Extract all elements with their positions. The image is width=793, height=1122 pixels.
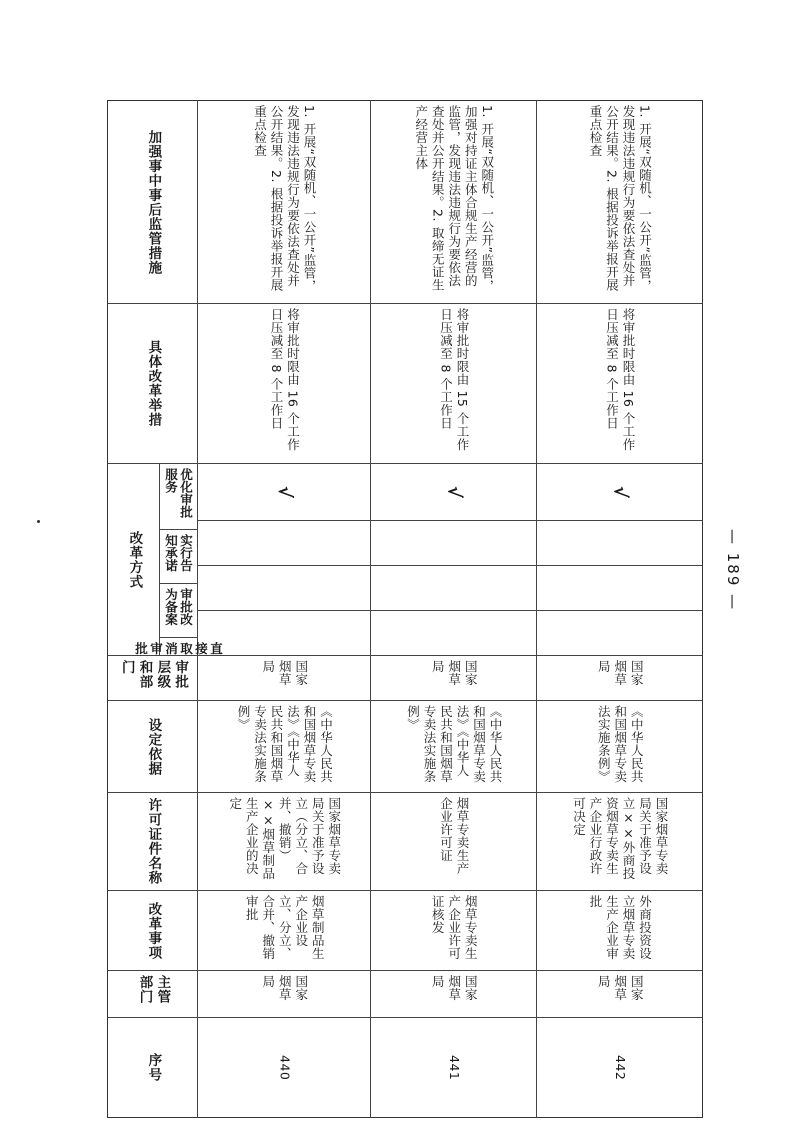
row-440-serial: 440 (198, 1018, 371, 1118)
header-license-name: 许可证件名称 (107, 793, 198, 891)
row-441-filing (371, 566, 537, 611)
row-440-item: 烟草制品生产企业设立、分立、合并、撤销审批 (198, 891, 371, 971)
header-item: 改革事项 (107, 891, 198, 971)
header-basis: 设定依据 (107, 701, 198, 793)
row-441-license-name: 烟草专卖生产企业许可证 (371, 793, 537, 891)
row-442-item: 外商投资设立烟草专卖生产企业审批 (537, 891, 703, 971)
row-441-department: 国家烟草局 (371, 971, 537, 1018)
row-442-department: 国家烟草局 (537, 971, 703, 1018)
row-440-cancel (198, 611, 371, 656)
row-441-optimize-check: √ (371, 464, 537, 521)
header-mode-commitment: 实行告知承诺 (160, 530, 197, 584)
header-serial: 序号 (107, 1018, 198, 1118)
row-442-commitment (537, 521, 703, 566)
row-440-filing (198, 566, 371, 611)
row-440-approval-level: 国家烟草局 (198, 656, 371, 701)
row-442-approval-level: 国家烟草局 (537, 656, 703, 701)
row-441-serial: 441 (371, 1018, 537, 1118)
row-440-basis: 《中华人民共和国烟草专卖法》《中华人民共和国烟草专卖法实施条例》 (198, 701, 371, 793)
header-supervision: 加强事中事后监管措施 (107, 100, 198, 304)
row-441-supervision: 1. 开展“双随机、一公开”监管，加强对持证主体合规生产经营的监管，发现违法违规行为要依法查处并公开结果。2. 取缔无证生产经营主体 (371, 100, 537, 304)
header-mode-cancel: 直接取消审批 (133, 642, 224, 655)
header-reform-mode-group (107, 464, 224, 656)
row-442-cancel (537, 611, 703, 656)
row-440-license-name: 国家烟草专卖局关于准予设立（分立、合并、撤销）××烟草制品生产企业的决定 (198, 793, 371, 891)
row-441-commitment (371, 521, 537, 566)
row-441-approval-level: 国家烟草局 (371, 656, 537, 701)
row-442-serial: 442 (537, 1018, 703, 1118)
row-441-item: 烟草专卖生产企业许可证核发 (371, 891, 537, 971)
row-440-optimize-check: √ (198, 464, 371, 521)
header-mode-filing: 审批改为备案 (160, 584, 197, 638)
row-441-measures: 将审批时限由 15 个工作日压减至 8 个工作日 (371, 304, 537, 464)
header-reform-mode: 改革方式 (108, 464, 160, 655)
row-442-optimize-check: √ (537, 464, 703, 521)
reform-table (107, 100, 703, 1082)
row-442-supervision: 1. 开展“双随机、一公开”监管，发现违法违规行为要依法查处并公开结果。2. 根据投诉举报开展重点检查 (537, 100, 703, 304)
row-442-measures: 将审批时限由 16 个工作日压减至 8 个工作日 (537, 304, 703, 464)
header-measures: 具体改革举措 (107, 304, 198, 464)
row-440-supervision: 1. 开展“双随机、一公开”监管，发现违法违规行为要依法查处并公开结果。2. 根据投诉举报开展重点检查 (198, 100, 371, 304)
scan-speck (37, 520, 40, 523)
page-number: — 189 — (724, 528, 742, 612)
row-441-cancel (371, 611, 537, 656)
header-department: 主管部门 (107, 971, 198, 1018)
row-442-basis: 《中华人民共和国烟草专卖法实施条例》 (537, 701, 703, 793)
header-mode-optimize: 优化审批服务 (160, 464, 197, 530)
row-440-commitment (198, 521, 371, 566)
header-approval-level: 审批层级和部门 (107, 656, 198, 701)
row-442-license-name: 国家烟草专卖局关于准予设立××外商投资烟草专卖生产企业行政许可决定 (537, 793, 703, 891)
row-441-basis: 《中华人民共和国烟草专卖法》《中华人民共和国烟草专卖法实施条例》 (371, 701, 537, 793)
row-440-department: 国家烟草局 (198, 971, 371, 1018)
row-442-filing (537, 566, 703, 611)
row-440-measures: 将审批时限由 16 个工作日压减至 8 个工作日 (198, 304, 371, 464)
